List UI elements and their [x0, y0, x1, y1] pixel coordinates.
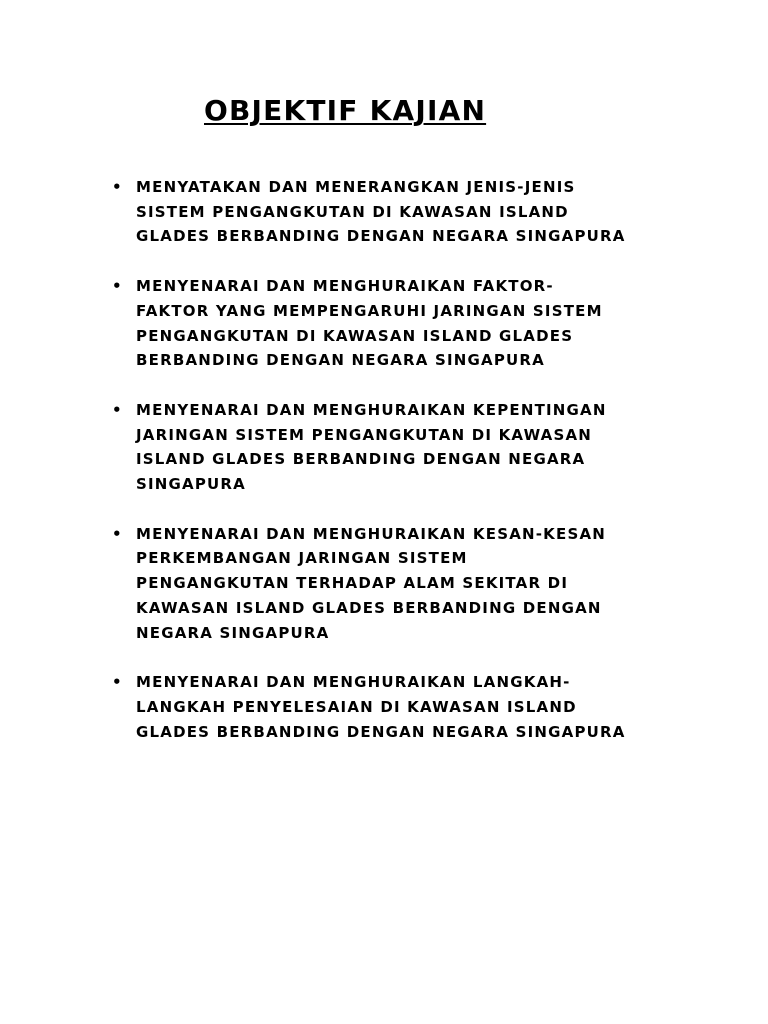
objective-text-line: ISLAND GLADES BERBANDING DENGAN NEGARA: [136, 450, 586, 469]
objective-text-line: JARINGAN SISTEM PENGANGKUTAN DI KAWASAN: [136, 425, 593, 444]
objective-text-line: FAKTOR YANG MEMPENGARUHI JARINGAN SISTEM: [136, 301, 603, 320]
objective-text-line: GLADES BERBANDING DENGAN NEGARA SINGAPURA: [136, 722, 626, 741]
objective-text-line: LANGKAH PENYELESAIAN DI KAWASAN ISLAND: [136, 697, 577, 716]
objective-item: [112, 398, 672, 497]
objective-item: [112, 522, 672, 646]
objective-text-line: MENYENARAI DAN MENGHURAIKAN KEPENTINGAN: [136, 400, 607, 419]
bullet-icon: •: [112, 400, 122, 419]
page-title: OBJEKTIF KAJIAN: [204, 94, 487, 127]
bullet-icon: •: [112, 178, 122, 196]
objective-text-line: GLADES BERBANDING DENGAN NEGARA SINGAPURA: [136, 227, 626, 246]
objective-text-line: MENYENARAI DAN MENGHURAIKAN LANGKAH-: [136, 673, 571, 692]
objective-item: [112, 175, 672, 249]
objective-text-line: PERKEMBANGAN JARINGAN SISTEM: [136, 549, 468, 568]
objective-item: [112, 670, 672, 744]
objective-text-line: MENYENARAI DAN MENGHURAIKAN FAKTOR-: [136, 277, 554, 296]
bullet-icon: •: [112, 277, 122, 296]
bullet-icon: •: [112, 673, 122, 692]
objective-text-line: BERBANDING DENGAN NEGARA SINGAPURA: [136, 351, 545, 370]
objective-text-line: SISTEM PENGANGKUTAN DI KAWASAN ISLAND: [136, 202, 569, 221]
objective-text-line: PENGANGKUTAN DI KAWASAN ISLAND GLADES: [136, 326, 574, 345]
objective-text-line: PENGANGKUTAN TERHADAP ALAM SEKITAR DI: [136, 574, 569, 593]
objective-text-line: MENYATAKAN DAN MENERANGKAN JENIS-JENIS: [136, 178, 576, 196]
objective-text-line: KAWASAN ISLAND GLADES BERBANDING DENGAN: [136, 598, 602, 617]
bullet-icon: •: [112, 524, 122, 543]
objective-text-line: MENYENARAI DAN MENGHURAIKAN KESAN-KESAN: [136, 524, 607, 543]
objective-text-line: NEGARA SINGAPURA: [136, 623, 330, 642]
objective-item: [112, 274, 672, 373]
objectives-list: [112, 175, 672, 769]
objective-text-line: SINGAPURA: [136, 475, 246, 494]
